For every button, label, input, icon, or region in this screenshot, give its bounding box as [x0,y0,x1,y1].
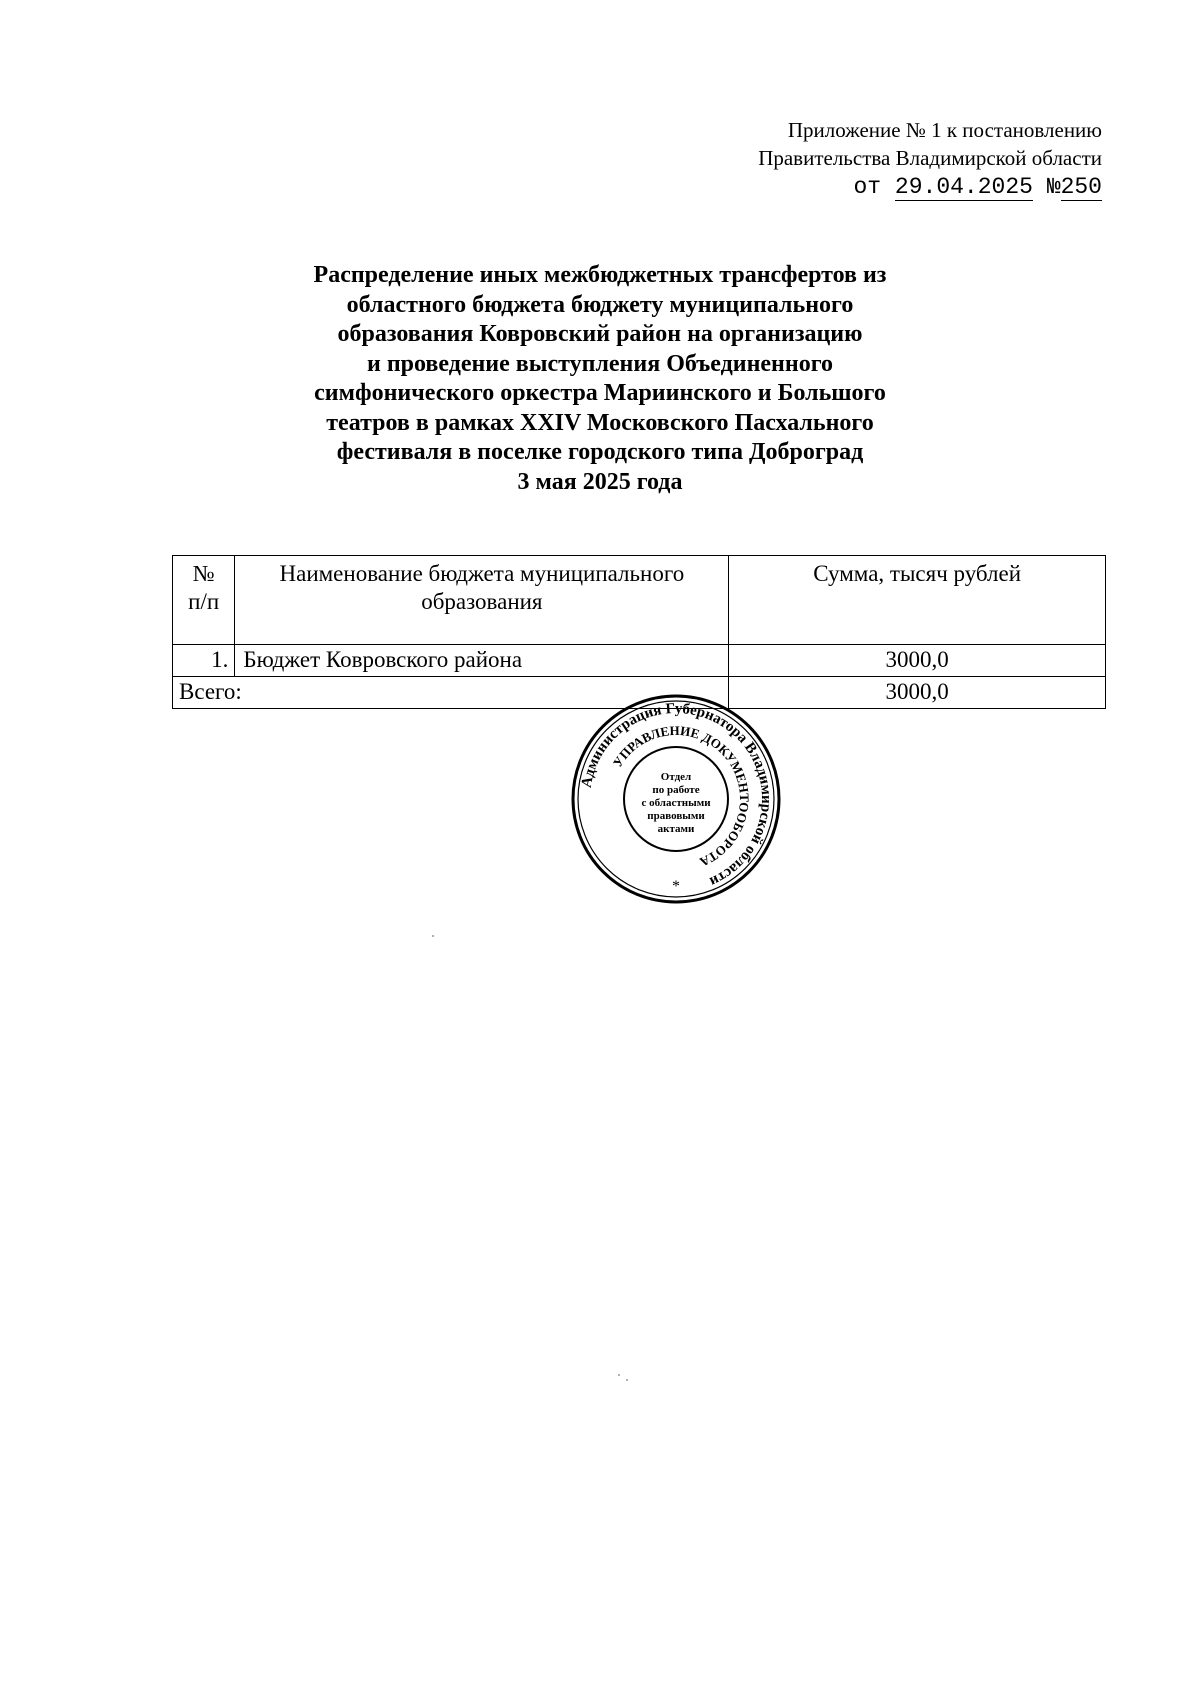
distribution-table [172,555,1106,709]
total-label: Всего: [173,677,729,709]
total-sum: 3000,0 [729,677,1106,709]
stamp-center-line: Отдел [660,771,692,783]
title-line: образования Ковровский район на организацию [337,321,863,347]
title-line: Распределение иных межбюджетных трансфертов из [313,262,887,288]
document-title [0,261,1200,497]
row-number: 1. [173,645,235,677]
header-number: № п/п [173,556,235,645]
title-line: симфонического оркестра Мариинского и Большого [314,380,886,406]
order-number-sign: № [1046,174,1061,200]
header-name: Наименование бюджета муниципального образования [235,556,729,645]
scan-speck [618,1374,620,1376]
title-line: театров в рамках XXIV Московского Пасхального [326,409,874,436]
title-line: и проведение выступления Объединенного [366,350,834,377]
appendix-line-1: Приложение № 1 к постановлению [787,118,1102,142]
title-line: областного бюджета бюджету муниципального [346,291,854,318]
stamp-seal-image [570,693,782,905]
order-prefix: от [853,174,882,200]
order-date: 29.04.2025 [894,174,1033,200]
order-date-line [682,172,1102,202]
table-row [173,645,1106,677]
header-sum: Сумма, тысяч рублей [729,556,1106,645]
row-sum: 3000,0 [729,645,1106,677]
stamp-center-line: по работе [652,784,700,796]
scan-speck [432,935,434,937]
stamp-inner-text: УПРАВЛЕНИЕ ДОКУМЕНТООБОРОТА [609,722,753,870]
table-header-row [173,556,1106,645]
row-name: Бюджет Ковровского района [235,645,729,677]
official-stamp [570,693,782,905]
stamp-center-line: с областными [641,797,711,809]
order-number: 250 [1060,174,1102,200]
title-line: 3 мая 2025 года [517,468,683,495]
appendix-header [682,116,1102,202]
stamp-center-line: правовыми [647,810,705,822]
stamp-outer-text: Администрация Губернатора Владимирской области [578,700,775,890]
stamp-star-icon: * [672,878,680,895]
title-line: фестиваля в поселке городского типа Доброград [336,439,864,465]
stamp-center-line: актами [657,823,695,835]
scan-speck [626,1379,628,1381]
appendix-line-2: Правительства Владимирской области [758,146,1102,170]
